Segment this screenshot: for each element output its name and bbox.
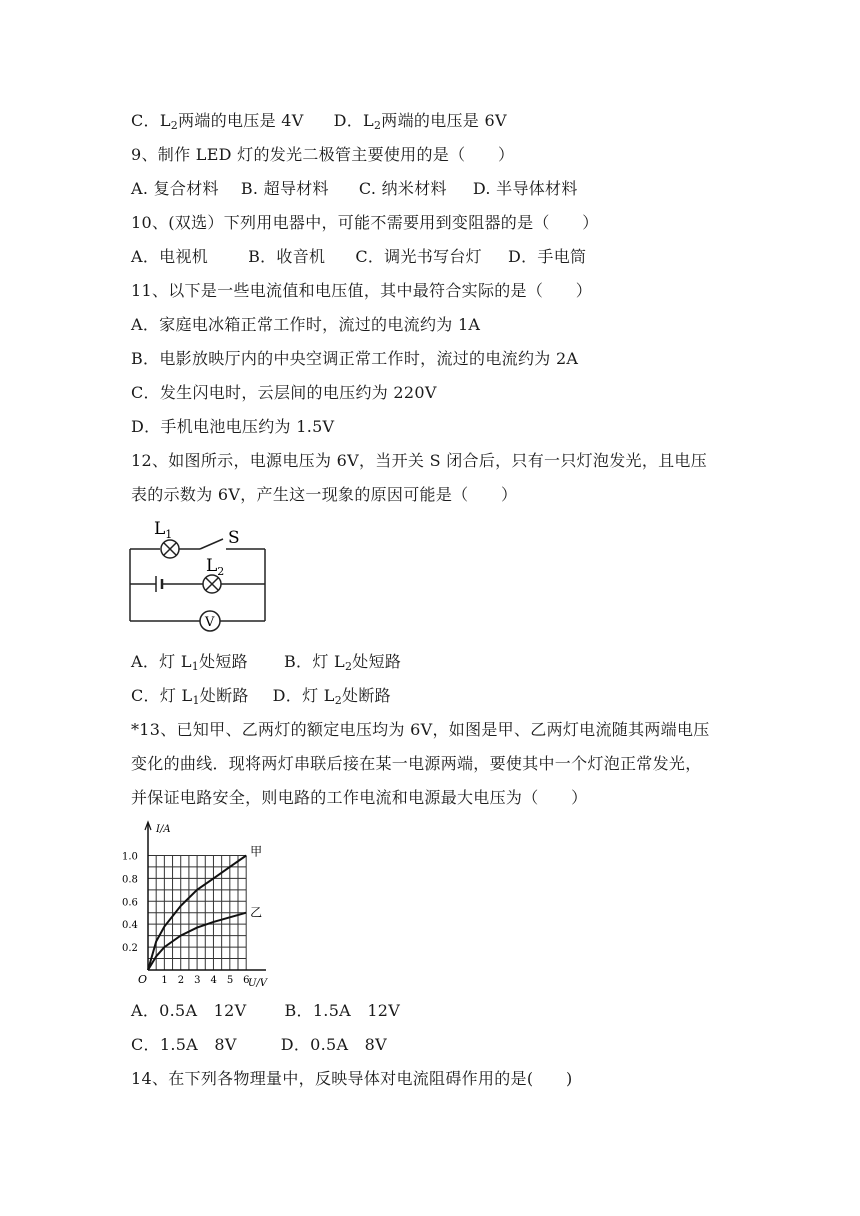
- q11-stem: 11、以下是一些电流值和电压值，其中最符合实际的是（ ）: [131, 281, 593, 300]
- chart-y-tick-label: 0.2: [122, 943, 138, 955]
- chart-x-tick-label: 3: [194, 975, 201, 986]
- chart-x-tick-label: 5: [226, 975, 234, 986]
- q11-option-a: A．家庭电冰箱正常工作时，流过的电流约为 1A: [131, 315, 481, 334]
- chart-x-tick-label: 2: [177, 975, 185, 986]
- q12-option-c: C．灯 $L_1$处断路: [131, 686, 249, 707]
- q13-options-cd: [131, 1034, 387, 1056]
- q10-option-a: A．电视机: [131, 247, 209, 266]
- q9-option-a: A. 复合材料: [131, 179, 219, 198]
- q13-iu-chart: [120, 818, 270, 988]
- q12-label-v: V: [205, 615, 215, 630]
- q10-option-c: C．调光书写台灯: [355, 247, 482, 266]
- q14-stem: 14、在下列各物理量中，反映导体对电流阻碍作用的是( ): [131, 1069, 573, 1088]
- q13-option-b: B．1.5A 12V: [284, 1001, 401, 1020]
- q9-options: [131, 178, 578, 200]
- q9-option-d: D. 半导体材料: [472, 179, 578, 198]
- chart-y-tick-label: 0.6: [122, 897, 138, 909]
- chart-y-tick-label: 1.0: [122, 851, 138, 863]
- chart-x-tick-label: 4: [210, 975, 217, 986]
- q11-option-c: C．发生闪电时，云层间的电压约为 220V: [131, 383, 437, 402]
- q13-stem-line3: 并保证电路安全，则电路的工作电流和电源最大电压为（ ）: [131, 788, 588, 807]
- q13-options-ab: [131, 1000, 400, 1022]
- q12-circuit-diagram: [120, 515, 280, 635]
- q10-options: [131, 246, 586, 268]
- q12-label-l1: $L_1$: [154, 519, 173, 541]
- q12-option-d: D．灯 $L_2$处断路: [272, 686, 391, 707]
- chart-y-tick-label: 0.8: [122, 874, 138, 886]
- chart-origin-label: O: [138, 973, 148, 986]
- q12-options-ab: [131, 651, 401, 673]
- q10-stem: 10、(双选）下列用电器中，可能不需要用到变阻器的是（ ）: [131, 213, 599, 232]
- q9-option-c: C. 纳米材料: [358, 179, 447, 198]
- q9-option-b: B. 超导材料: [240, 179, 329, 198]
- q12-option-a: A．灯 $L_1$处短路: [131, 652, 248, 673]
- chart-x-tick-label: 1: [161, 975, 168, 986]
- q13-stem-line2: 变化的曲线．现将两灯串联后接在某一电源两端，要使其中一个灯泡正常发光，: [131, 754, 702, 773]
- chart-x-axis-label: U/V: [248, 978, 268, 988]
- q12-label-s: S: [228, 528, 240, 548]
- q13-option-a: A．0.5A 12V: [131, 1001, 247, 1020]
- chart-series-yi-label: 乙: [250, 905, 263, 920]
- q12-option-b: B．灯 $L_2$处短路: [283, 652, 402, 673]
- q12-options-cd: [131, 685, 391, 707]
- q10-option-d: D．手电筒: [507, 247, 587, 266]
- q9-stem: 9、制作 LED 灯的发光二极管主要使用的是（ ）: [131, 145, 515, 164]
- chart-x-tick-label: 6: [243, 975, 250, 986]
- q12-stem-line1: 12、如图所示，电源电压为 6V，当开关 S 闭合后，只有一只灯泡发光，且电压: [131, 451, 708, 470]
- q13-option-c: C．1.5A 8V: [131, 1035, 237, 1054]
- q8-option-c: C．$L_2$两端的电压是 4V: [131, 111, 304, 132]
- q8-options-cd: [131, 110, 507, 132]
- q11-option-b: B．电影放映厅内的中央空调正常工作时，流过的电流约为 2A: [131, 349, 579, 368]
- q12-stem-line2: 表的示数为 6V，产生这一现象的原因可能是（ ）: [131, 485, 518, 504]
- q12-label-l2: $L_2$: [206, 556, 225, 578]
- q8-option-d: D．$L_2$两端的电压是 6V: [333, 111, 507, 132]
- q11-option-d: D．手机电池电压约为 1.5V: [131, 417, 335, 436]
- chart-series-jia-label: 甲: [250, 844, 263, 859]
- q13-stem-line1: *13、已知甲、乙两灯的额定电压均为 6V，如图是甲、乙两灯电流随其两端电压: [131, 720, 710, 739]
- q10-option-b: B．收音机: [248, 247, 326, 266]
- chart-y-axis-label: I/A: [156, 824, 171, 835]
- chart-y-tick-label: 0.4: [122, 920, 138, 932]
- q13-option-d: D．0.5A 8V: [280, 1035, 387, 1054]
